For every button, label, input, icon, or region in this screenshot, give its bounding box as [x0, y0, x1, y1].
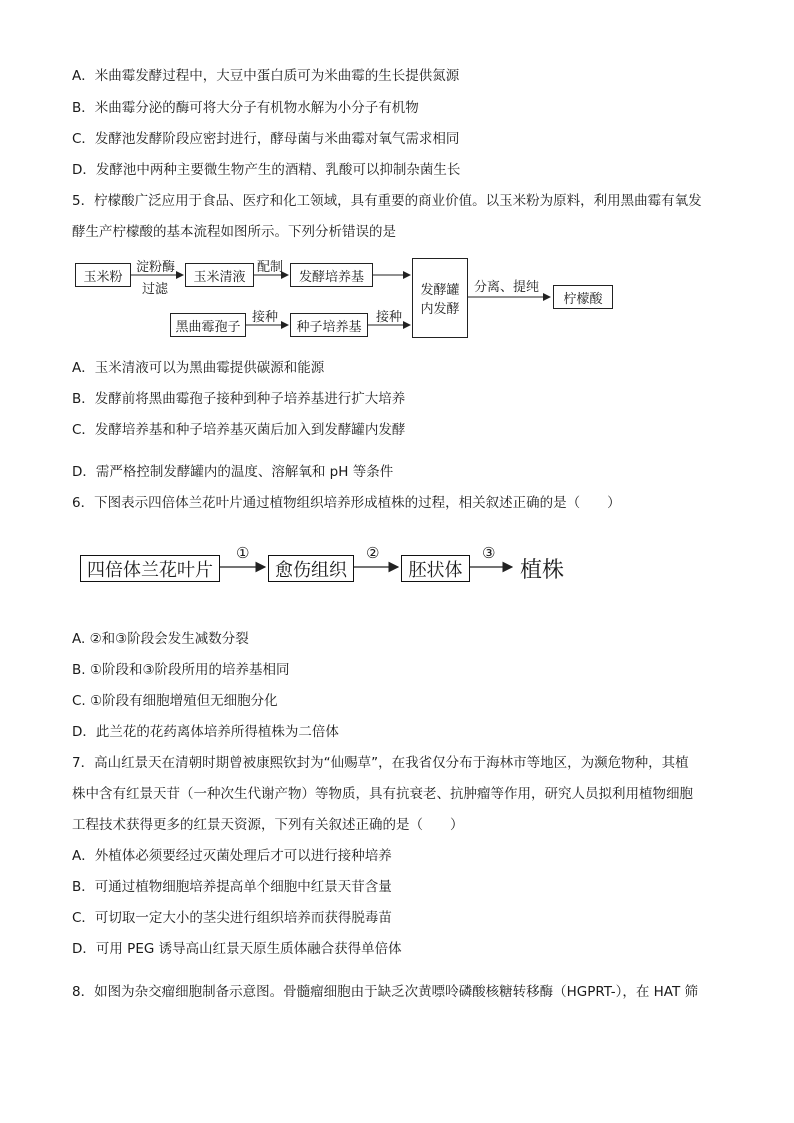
q4-option-c: C．发酵池发酵阶段应密封进行，酵母菌与米曲霉对氧气需求相同 [72, 131, 460, 147]
q5-option-b: B．发酵前将黑曲霉孢子接种到种子培养基进行扩大培养 [72, 391, 406, 407]
q6-option-c: C. ①阶段有细胞增殖但无细胞分化 [72, 693, 278, 709]
q5-option-c: C．发酵培养基和种子培养基灭菌后加入到发酵罐内发酵 [72, 422, 406, 438]
box-corn-flour: 玉米粉 [75, 263, 131, 287]
step-2: ② [366, 544, 380, 562]
box-fermentation-medium: 发酵培养基 [290, 263, 373, 287]
q4-option-b: B．米曲霉分泌的酶可将大分子有机物水解为小分子有机物 [72, 100, 419, 116]
q5-option-a: A．玉米清液可以为黑曲霉提供碳源和能源 [72, 360, 325, 376]
box-corn-liquid: 玉米清液 [185, 263, 254, 287]
box-citric-acid: 柠檬酸 [553, 285, 613, 309]
q5-stem-line1: 5．柠檬酸广泛应用于食品、医疗和化工领域，具有重要的商业价值。以玉米粉为原料，利用黑曲霉有氧发 [72, 193, 702, 209]
q4-option-d: D．发酵池中两种主要微生物产生的酒精、乳酸可以抑制杂菌生长 [72, 162, 461, 178]
fermenter-line1: 发酵罐 [420, 283, 460, 298]
q5-flow-arrows [0, 0, 794, 360]
label-amylase: 淀粉酶 [136, 260, 176, 275]
label-inoculate-1: 接种 [252, 310, 279, 325]
label-filter: 过滤 [142, 282, 169, 297]
q7-stem-line3: 工程技术获得更多的红景天资源，下列有关叙述正确的是（ ） [72, 817, 464, 833]
q8-stem: 8．如图为杂交瘤细胞制备示意图。骨髓瘤细胞由于缺乏次黄嘌呤磷酸核糖转移酶（HGPRT-），在 HAT 筛 [72, 984, 699, 1000]
box-seed-medium: 种子培养基 [290, 313, 368, 337]
box-fermenter [412, 258, 468, 338]
plant-result: 植株 [520, 558, 565, 583]
box-embryoid: 胚状体 [401, 555, 470, 582]
q5-stem-line2: 酵生产柠檬酸的基本流程如图所示。下列分析错误的是 [72, 224, 396, 240]
q6-option-a: A. ②和③阶段会发生减数分裂 [72, 631, 249, 647]
box-callus: 愈伤组织 [268, 555, 354, 582]
fermenter-line2: 内发酵 [420, 302, 460, 317]
q7-option-b: B．可通过植物细胞培养提高单个细胞中红景天苷含量 [72, 879, 392, 895]
label-prepare: 配制 [257, 260, 284, 275]
q7-option-a: A．外植体必须要经过灭菌处理后才可以进行接种培养 [72, 848, 392, 864]
step-3: ③ [482, 544, 496, 562]
box-aspergillus-spores: 黑曲霉孢子 [170, 313, 246, 337]
q7-stem-line1: 7．高山红景天在清朝时期曾被康熙钦封为“仙赐草”，在我省仅分布于海林市等地区，为濒危物种，其植 [72, 755, 689, 771]
q5-option-d: D．需严格控制发酵罐内的温度、溶解氧和 pH 等条件 [72, 464, 394, 480]
q7-option-d: D．可用 PEG 诱导高山红景天原生质体融合获得单倍体 [72, 941, 402, 957]
q6-stem: 6．下图表示四倍体兰花叶片通过植物组织培养形成植株的过程，相关叙述正确的是（ ） [72, 495, 621, 511]
label-separate-purify: 分离、提纯 [474, 280, 540, 295]
q4-option-a: A．米曲霉发酵过程中，大豆中蛋白质可为米曲霉的生长提供氮源 [72, 68, 460, 84]
q7-option-c: C．可切取一定大小的茎尖进行组织培养而获得脱毒苗 [72, 910, 392, 926]
box-leaf: 四倍体兰花叶片 [80, 555, 220, 582]
label-inoculate-2: 接种 [376, 310, 403, 325]
q7-stem-line2: 株中含有红景天苷（一种次生代谢产物）等物质，具有抗衰老、抗肿瘤等作用，研究人员拟利用植物细胞 [72, 786, 693, 802]
step-1: ① [236, 544, 250, 562]
q6-option-d: D．此兰花的花药离体培养所得植株为二倍体 [72, 724, 339, 740]
q6-option-b: B. ①阶段和③阶段所用的培养基相同 [72, 662, 290, 678]
